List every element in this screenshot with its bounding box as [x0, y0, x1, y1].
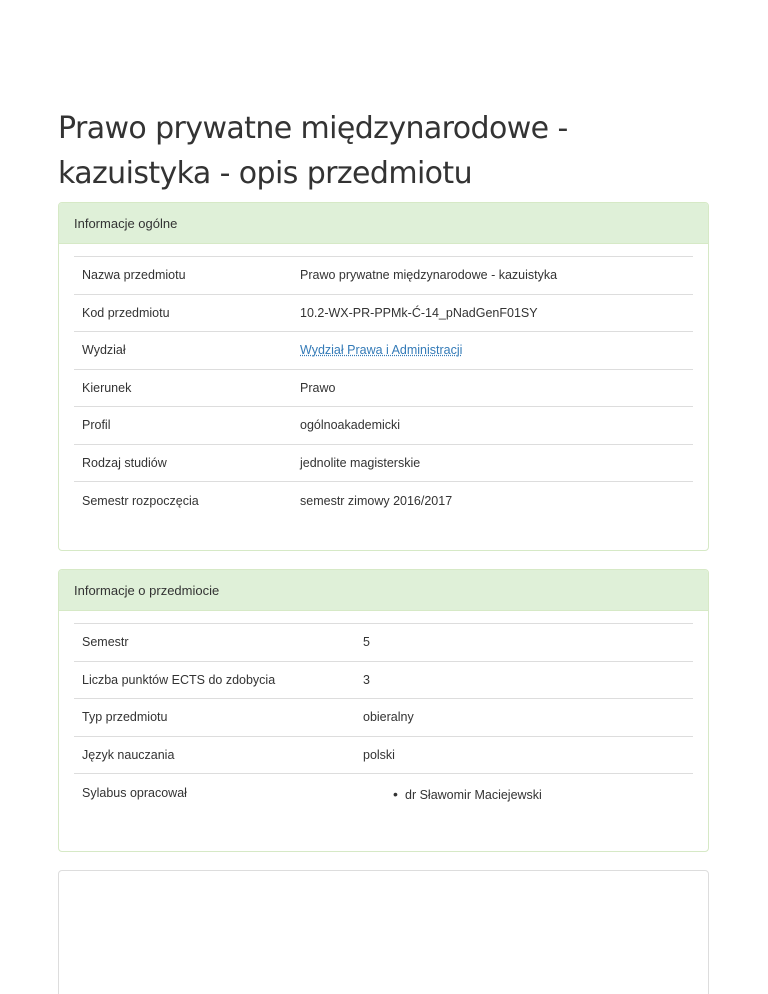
- general-info-table: [74, 256, 693, 519]
- ects-value: 3: [355, 661, 693, 699]
- ects-label: Liczba punktów ECTS do zdobycia: [74, 661, 355, 699]
- list-item: [393, 788, 685, 802]
- table-row: [74, 482, 693, 520]
- language-label: Język nauczania: [74, 736, 355, 774]
- table-row: [74, 407, 693, 445]
- syllabus-author-label: Sylabus opracował: [74, 774, 355, 812]
- course-code-value: 10.2-WX-PR-PPMk-Ć-14_pNadGenF01SY: [292, 294, 693, 332]
- general-info-heading: Informacje ogólne: [59, 203, 708, 244]
- faculty-link[interactable]: Wydział Prawa i Administracji: [300, 343, 463, 358]
- table-row: [74, 699, 693, 737]
- faculty-label: Wydział: [74, 332, 292, 370]
- syllabus-author-cell: [355, 774, 693, 812]
- author-list: [363, 788, 685, 802]
- table-row: [74, 294, 693, 332]
- field-of-study-label: Kierunek: [74, 369, 292, 407]
- table-row: [74, 369, 693, 407]
- course-info-heading: Informacje o przedmiocie: [59, 570, 708, 611]
- table-row: [74, 774, 693, 812]
- course-name-label: Nazwa przedmiotu: [74, 257, 292, 295]
- semester-value: 5: [355, 624, 693, 662]
- profile-label: Profil: [74, 407, 292, 445]
- study-type-label: Rodzaj studiów: [74, 444, 292, 482]
- profile-value: ogólnoakademicki: [292, 407, 693, 445]
- course-info-panel: [58, 569, 709, 852]
- table-row: [74, 661, 693, 699]
- general-info-panel: [58, 202, 709, 551]
- start-semester-value: semestr zimowy 2016/2017: [292, 482, 693, 520]
- author-name: dr Sławomir Maciejewski: [405, 788, 542, 802]
- faculty-value-cell: [292, 332, 693, 370]
- table-row: [74, 736, 693, 774]
- page-title: Prawo prywatne międzynarodowe - kazuistyka - opis przedmiotu: [58, 111, 568, 191]
- course-code-label: Kod przedmiotu: [74, 294, 292, 332]
- course-type-label: Typ przedmiotu: [74, 699, 355, 737]
- table-row: [74, 332, 693, 370]
- start-semester-label: Semestr rozpoczęcia: [74, 482, 292, 520]
- course-name-value: Prawo prywatne międzynarodowe - kazuistyka: [292, 257, 693, 295]
- semester-label: Semestr: [74, 624, 355, 662]
- next-panel: [58, 870, 709, 994]
- course-info-table: [74, 623, 693, 811]
- table-row: [74, 624, 693, 662]
- bullet-icon: •: [393, 786, 398, 802]
- course-type-value: obieralny: [355, 699, 693, 737]
- field-of-study-value: Prawo: [292, 369, 693, 407]
- table-row: [74, 257, 693, 295]
- language-value: polski: [355, 736, 693, 774]
- table-row: [74, 444, 693, 482]
- study-type-value: jednolite magisterskie: [292, 444, 693, 482]
